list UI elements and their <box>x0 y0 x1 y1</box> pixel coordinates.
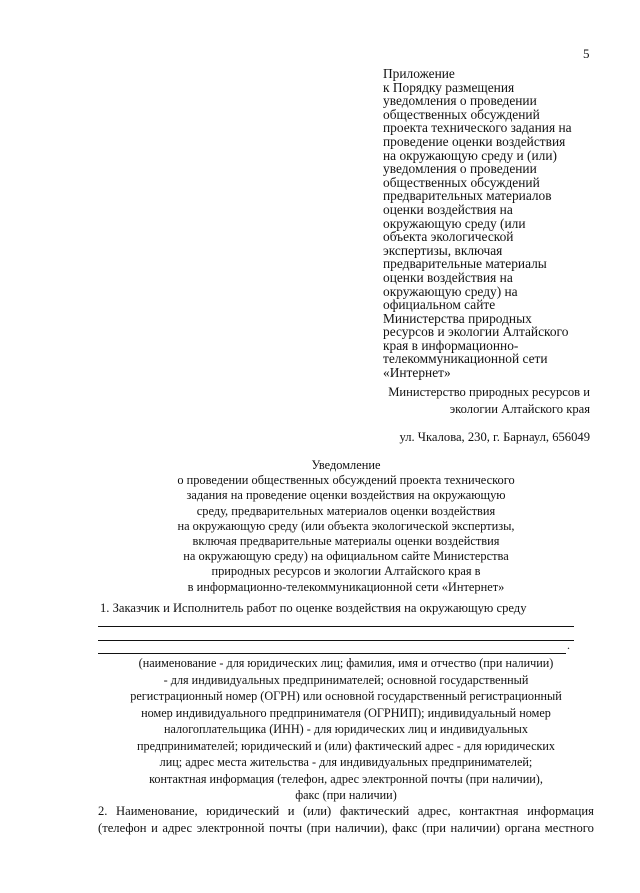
appendix-line: уведомления о проведении <box>383 93 537 109</box>
appendix-line: края в информационно- <box>383 337 519 353</box>
section-2-word: 2. <box>98 804 108 818</box>
appendix-line: ресурсов и экологии Алтайского <box>383 324 569 340</box>
section-2-word: (телефон <box>98 820 147 835</box>
notice-line: о проведении общественных обсуждений проекта технического <box>177 473 515 488</box>
hint-line: факс (при наличии) <box>295 788 397 802</box>
section-2-word: наличии) <box>450 820 501 835</box>
appendix-block <box>383 67 613 380</box>
section-2-word: Наименование, <box>116 804 198 818</box>
notice-title: Уведомление <box>311 458 381 472</box>
appendix-line: уведомления о проведении <box>383 161 537 177</box>
notice-block <box>96 458 596 595</box>
appendix-line: оценки воздействия на <box>383 269 513 285</box>
hint-line: контактная информация (телефон, адрес электронной почты (при наличии), <box>149 771 543 786</box>
section-2-word: (при <box>306 820 331 835</box>
line-end-mark: . <box>567 638 570 652</box>
appendix-line: телекоммуникационной сети <box>383 351 548 367</box>
fill-in-line <box>98 653 566 654</box>
appendix-line: объекта экологической <box>383 229 514 245</box>
section-2-word: информация <box>527 804 594 818</box>
appendix-line: окружающую среду (или <box>383 215 526 231</box>
appendix-line: к Порядку размещения <box>383 79 515 95</box>
appendix-line: официальном сайте <box>383 297 496 313</box>
section-2-word: фактический <box>339 804 410 818</box>
fill-in-line <box>98 626 574 627</box>
section-2-word: почты <box>269 820 303 835</box>
appendix-line: окружающую среду) на <box>383 283 518 299</box>
hint-line: номер индивидуального предпринимателя (ОГРНИП); индивидуальный номер <box>141 705 551 720</box>
section-2-word: факс <box>392 820 418 835</box>
notice-line: среду, предварительных материалов оценки воздействия <box>196 503 496 518</box>
appendix-line: проведение оценки воздействия <box>383 133 566 149</box>
appendix-line: экспертизы, включая <box>383 242 503 258</box>
section-2-word: контактная <box>459 804 519 818</box>
section-2-word: наличии), <box>335 820 388 835</box>
appendix-line: Приложение <box>383 66 455 81</box>
page-number: 5 <box>583 46 590 61</box>
section-2-text <box>98 803 594 836</box>
notice-line: на окружающую среду (или объекта экологической экспертизы, <box>177 518 515 533</box>
recipient-address: ул. Чкалова, 230, г. Барнаул, 656049 <box>399 430 590 444</box>
appendix-line: «Интернет» <box>383 365 451 381</box>
appendix-line: Министерства природных <box>383 310 532 326</box>
hint-line: - для индивидуальных предпринимателей; основной государственный <box>163 672 529 687</box>
section-2-word: органа <box>504 820 541 835</box>
appendix-line: общественных обсуждений <box>383 174 540 190</box>
section-2-line-1 <box>98 803 594 820</box>
section-2-word: электронной <box>196 820 265 835</box>
section-2-word: и <box>151 820 158 835</box>
hint-line: (наименование - для юридических лиц; фамилия, имя и отчество (при наличии) <box>138 656 554 670</box>
notice-line: в информационно-телекоммуникационной сети «Интернет» <box>187 579 505 594</box>
appendix-line: оценки воздействия на <box>383 201 513 217</box>
notice-line: задания на проведение оценки воздействия на окружающую <box>186 488 506 503</box>
section-2-word: (при <box>422 820 446 835</box>
recipient-block <box>388 384 590 418</box>
section-2-word: адрес, <box>417 804 451 818</box>
section-1-hint <box>96 655 596 804</box>
section-2-word: юридический <box>206 804 280 818</box>
section-2-word: (или) <box>303 804 332 818</box>
appendix-line: предварительных материалов <box>383 188 552 204</box>
appendix-line: на окружающую среду и (или) <box>383 147 557 163</box>
recipient-line-2: экологии Алтайского края <box>449 402 590 416</box>
hint-line: регистрационный номер (ОГРН) или основной государственный регистрационный <box>130 689 562 703</box>
section-2-word: и <box>287 804 295 818</box>
section-1-title: 1. Заказчик и Исполнитель работ по оценке воздействия на окружающую среду <box>100 601 527 615</box>
notice-line: на окружающую среду) на официальном сайте Министерства <box>183 549 509 564</box>
fill-in-line <box>98 640 574 641</box>
section-2-word: адрес <box>162 820 193 835</box>
appendix-line: предварительные материалы <box>383 256 547 272</box>
hint-line: лиц; адрес места жительства - для индивидуальных предпринимателей; <box>159 755 533 769</box>
appendix-line: проекта технического задания на <box>383 120 572 136</box>
recipient-line-1: Министерство природных ресурсов и <box>388 385 590 399</box>
hint-line: налогоплательщика (ИНН) - для юридических лиц и индивидуальных <box>164 722 528 736</box>
notice-line: включая предварительные материалы оценки воздействия <box>192 534 500 549</box>
appendix-line: общественных обсуждений <box>383 106 540 122</box>
section-2-word: местного <box>544 820 594 835</box>
section-2-line-2 <box>98 820 594 837</box>
notice-line: природных ресурсов и экологии Алтайского края в <box>211 564 481 579</box>
hint-line: предпринимателей; юридический и (или) фактический адрес - для юридических <box>136 738 556 753</box>
